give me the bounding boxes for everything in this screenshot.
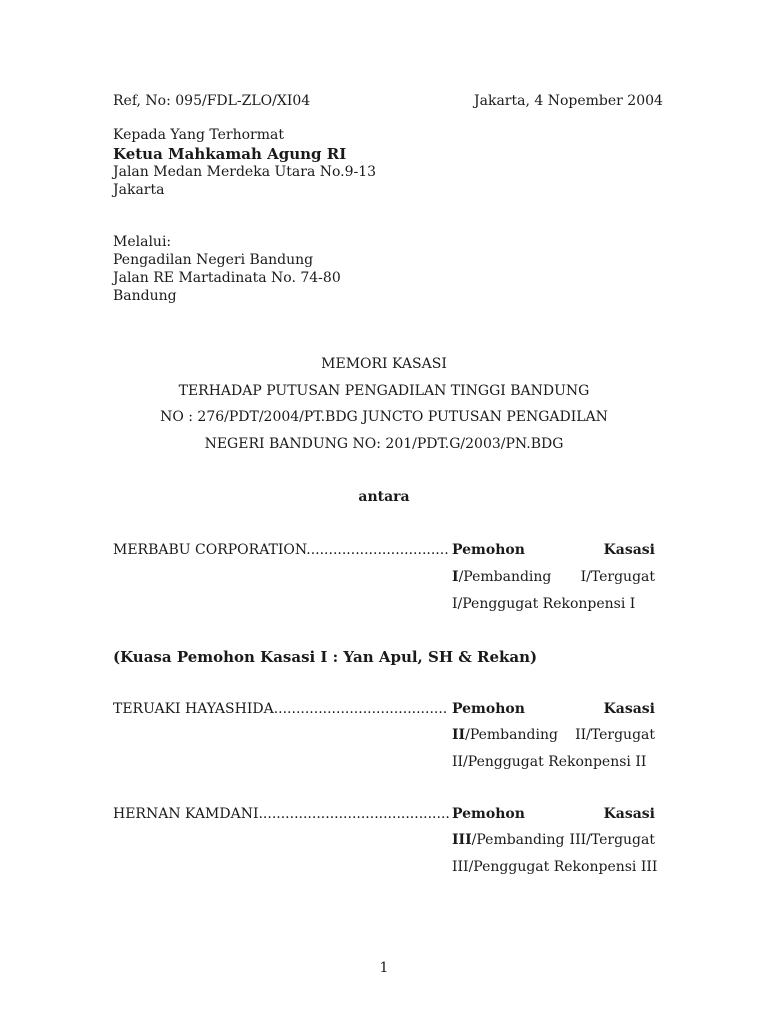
salutation: Kepada Yang Terhormat: [113, 127, 284, 143]
party-name: MERBABU CORPORATION................................: [113, 542, 449, 558]
addressee-city: Jakarta: [113, 182, 165, 198]
party-role-line-1: Pemohon Kasasi: [452, 806, 655, 822]
letter-date: Jakarta, 4 Nopember 2004: [474, 93, 663, 109]
via-label: Melalui:: [113, 234, 172, 250]
party-name: TERUAKI HAYASHIDA.......................................: [113, 701, 448, 717]
counsel-note: (Kuasa Pemohon Kasasi I : Yan Apul, SH & Rekan): [113, 648, 538, 666]
party-role-line-2: III/Pembanding III/Tergugat: [452, 832, 655, 848]
via-name: Pengadilan Negeri Bandung: [113, 252, 314, 268]
title-line-1: MEMORI KASASI: [321, 356, 447, 372]
party-role-line-3: II/Penggugat Rekonpensi II: [452, 754, 647, 770]
title-line-4: NEGERI BANDUNG NO: 201/PDT.G/2003/PN.BDG: [204, 436, 564, 452]
via-street: Jalan RE Martadinata No. 74-80: [113, 270, 341, 286]
addressee-name: Ketua Mahkamah Agung RI: [113, 145, 347, 163]
title-line-2: TERHADAP PUTUSAN PENGADILAN TINGGI BANDUNG: [178, 383, 590, 399]
between-word: antara: [358, 489, 410, 505]
party-role-line-1: Pemohon Kasasi: [452, 542, 655, 558]
via-city: Bandung: [113, 288, 177, 304]
party-name: HERNAN KAMDANI...........................................: [113, 806, 450, 822]
reference-number: Ref, No: 095/FDL-ZLO/XI04: [113, 93, 311, 109]
party-role-line-2: II/Pembanding II/Tergugat: [452, 727, 655, 743]
leader-dots: ................................: [306, 542, 449, 558]
party-role-line-3: I/Penggugat Rekonpensi I: [452, 596, 636, 612]
addressee-street: Jalan Medan Merdeka Utara No.9-13: [113, 164, 377, 180]
party-role-line-2: I/Pembanding I/Tergugat: [452, 569, 655, 585]
leader-dots: ...........................................: [258, 806, 450, 822]
page-number: 1: [379, 960, 389, 976]
title-line-3: NO : 276/PDT/2004/PT.BDG JUNCTO PUTUSAN PENGADILAN: [160, 409, 608, 425]
leader-dots: .......................................: [273, 701, 448, 717]
party-role-line-1: Pemohon Kasasi: [452, 701, 655, 717]
party-role-line-3: III/Penggugat Rekonpensi III: [452, 859, 658, 875]
